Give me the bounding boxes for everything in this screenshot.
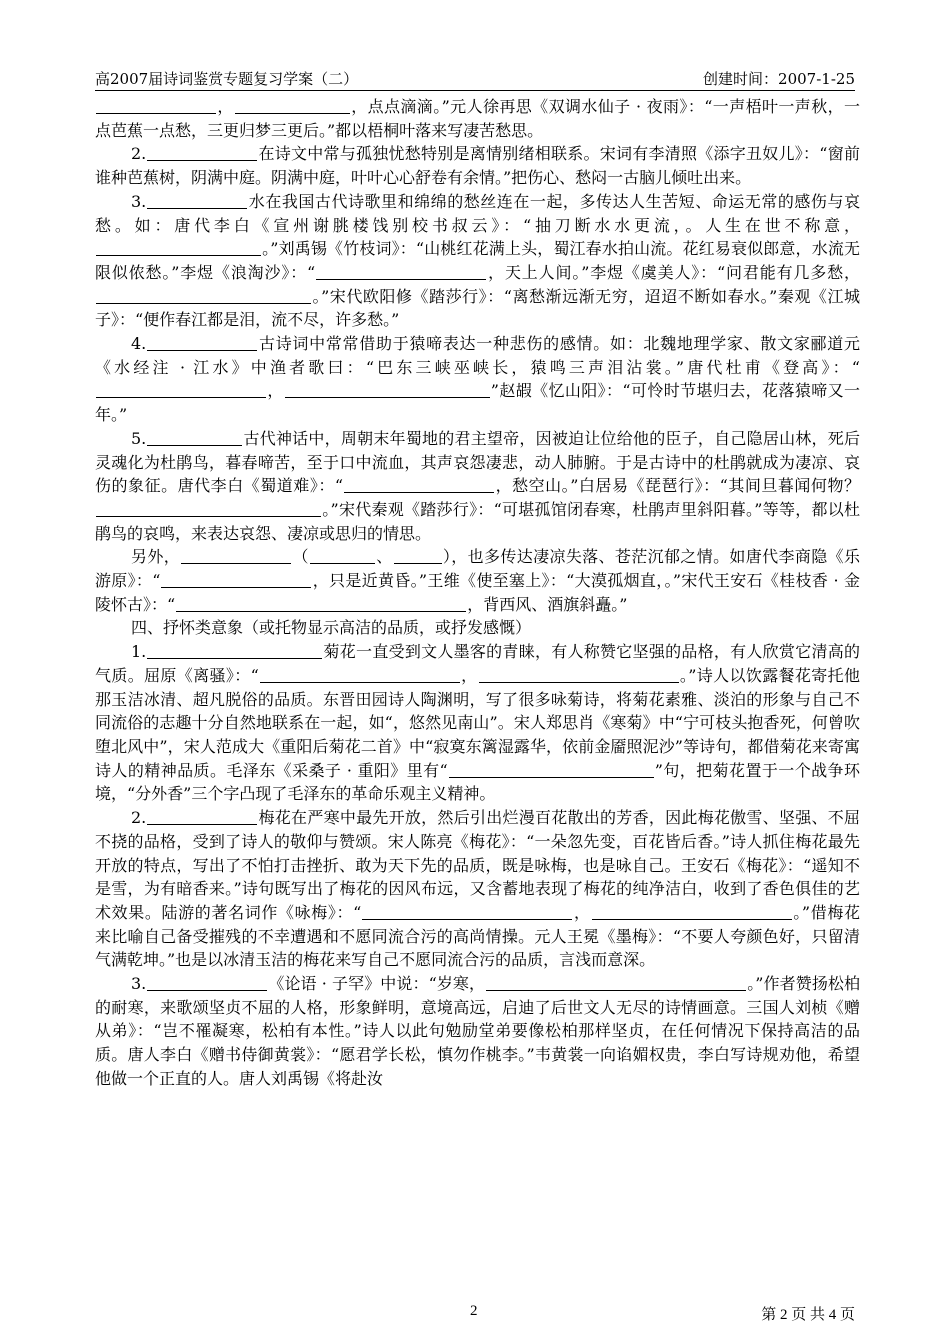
fill-in-blank[interactable] <box>486 974 746 991</box>
fill-in-blank[interactable] <box>394 547 442 564</box>
text-segment: 古诗词中常常借助于猿啼表达一种悲伤的感情。如：北魏地理学家、散文家郦道元《水经注 · 江水》中渔者歌曰：“巴东三峡巫峡长，猿鸣三声泪沾裳。”唐代杜甫《登高》：“ <box>95 334 860 377</box>
text-segment: 3. <box>131 191 147 211</box>
text-segment: 另外， <box>131 547 181 567</box>
document-title: 高2007届诗词鉴赏专题复习学案（二） <box>95 70 359 88</box>
fill-in-blank[interactable] <box>235 97 350 114</box>
fill-in-blank[interactable] <box>316 263 486 280</box>
page-header <box>95 68 855 90</box>
fill-in-blank[interactable] <box>362 903 572 920</box>
text-segment: 、 <box>375 547 393 567</box>
fill-in-blank[interactable] <box>96 500 321 517</box>
paragraph <box>95 640 860 806</box>
text-segment: ， <box>267 381 284 401</box>
text-segment: ， <box>217 97 234 116</box>
paragraph <box>95 545 860 616</box>
text-segment: （ <box>292 547 309 567</box>
paragraph <box>95 806 860 972</box>
fill-in-blank[interactable] <box>161 571 311 588</box>
fill-in-blank[interactable] <box>96 381 266 398</box>
text-segment: 。”刘禹锡《竹枝词》：“山桃红花满上头，蜀江春水拍山流。花红易衰似郎意，水流无限似侬愁。”李煜《浪淘沙》：“ <box>95 239 860 282</box>
fill-in-blank[interactable] <box>147 144 257 161</box>
fill-in-blank[interactable] <box>147 192 247 209</box>
paragraph <box>95 972 860 1091</box>
fill-in-blank[interactable] <box>96 97 216 114</box>
fill-in-blank[interactable] <box>147 808 257 825</box>
paragraph <box>95 616 860 640</box>
fill-in-blank[interactable] <box>147 334 257 351</box>
fill-in-blank[interactable] <box>147 642 322 659</box>
text-segment: ，天上人间。”李煜《虞美人》：“问君能有几多愁， <box>487 262 860 282</box>
text-segment: ，背西风、酒旗斜矗。” <box>467 594 628 614</box>
text-segment: 。”宋代秦观《踏莎行》：“可堪孤馆闭春寒，杜鹃声里斜阳暮。”等等，都以杜鹃鸟的哀鸣，来表达哀怨、凄凉或思归的情思。 <box>95 499 860 543</box>
fill-in-blank[interactable] <box>479 666 679 683</box>
page-number: 2 <box>470 1303 478 1319</box>
text-segment: 。”宋代欧阳修《踏莎行》：“离愁渐远渐无穷，迢迢不断如春水。”秦观《江城子》：“便作春江都是泪，流不尽，许多愁。” <box>95 286 860 330</box>
text-segment: 4. <box>131 334 147 354</box>
creation-date: 创建时间：2007-1-25 <box>703 70 855 88</box>
fill-in-blank[interactable] <box>147 429 242 446</box>
text-segment: ），也多传达凄凉失落、苍茫沉郁之情。如唐代李商隐《乐游原》：“ <box>95 547 860 591</box>
fill-in-blank[interactable] <box>96 239 261 256</box>
text-segment: 。”借梅花来比喻自己备受摧残的不幸遭遇和不愿同流合污的高尚情操。元人王冕《墨梅》：“不要人夸颜色好，只留清气满乾坤。”也是以冰清玉洁的梅花来写自己不愿同流合污的品质，言浅而意深。 <box>95 902 860 970</box>
paragraph <box>95 427 860 546</box>
text-segment: 菊花一直受到文人墨客的青睐，有人称赞它坚强的品格，有人欣赏它清高的气质。屈原《离骚》：“ <box>95 642 860 685</box>
fill-in-blank[interactable] <box>344 476 494 493</box>
paragraph <box>95 95 860 142</box>
text-segment: 在诗文中常与孤独忧愁特别是离情别绪相联系。宋词有李清照《添字丑奴儿》：“窗前谁种芭蕉树，阴满中庭。阴满中庭，叶叶心心舒卷有余情。”把伤心、愁闷一古脑儿倾吐出来。 <box>95 144 860 188</box>
fill-in-blank[interactable] <box>147 974 267 991</box>
text-segment: 3. <box>131 974 147 994</box>
paragraph <box>95 142 860 189</box>
document-body <box>95 95 860 1091</box>
text-segment: ， <box>573 902 591 922</box>
fill-in-blank[interactable] <box>176 595 466 612</box>
text-segment: 《论语 · 子罕》中说：“岁寒， <box>268 974 486 994</box>
text-segment: 2. <box>131 144 147 164</box>
text-segment: 2. <box>131 808 147 828</box>
text-segment: 1. <box>131 642 147 662</box>
page-count: 第 2 页 共 4 页 <box>761 1307 855 1323</box>
text-segment: 。”诗人以饮露餐花寄托他那玉洁冰清、超凡脱俗的品质。东晋田园诗人陶渊明，写了很多咏菊诗，将菊花素雅、淡泊的形象与自己不同流俗的志趣十分自然地联系在一起，如“，悠然见南山”。宋人郑思肖《寒菊》中“宁可枝头抱香死，何曾吹堕北风中”，宋人范成大《重阳后菊花二首》中“寂寞东篱湿露华，依前金靥照泥沙”等诗句，都借菊花来寄寓诗人的精神品质。毛泽东《采桑子 · 重阳》里有“ <box>95 665 860 780</box>
text-segment: ，愁空山。”白居易《琵琶行》：“其间旦暮闻何物？ <box>495 476 860 496</box>
fill-in-blank[interactable] <box>592 903 792 920</box>
text-segment: 5. <box>131 428 147 448</box>
fill-in-blank[interactable] <box>260 666 460 683</box>
paragraph <box>95 190 860 332</box>
text-segment: 。”作者赞扬松柏的耐寒，来歌颂坚贞不屈的人格，形象鲜明，意境高远，启迪了后世文人无尽的诗情画意。三国人刘桢《赠从弟》：“岂不罹凝寒，松柏有本性。”诗人以此句勉励堂弟要像松柏那样坚贞，在任何情况下保持高洁的品质。唐人李白《赠书侍御黄裳》：“愿君学长松，慎勿作桃李。”韦黄裳一向谄媚权贵，李白写诗规劝他，希望他做一个正直的人。唐人刘禹锡《将赴汝 <box>95 974 860 1088</box>
fill-in-blank[interactable] <box>285 381 490 398</box>
text-segment: ”句，把菊花置于一个战争环境，“分外香”三个字凸现了毛泽东的革命乐观主义精神。 <box>95 760 860 804</box>
text-segment: 古代神话中，周朝末年蜀地的君主望帝，因被迫让位给他的臣子，自己隐居山林，死后灵魂化为杜鹃鸟，暮春啼苦，至于口中流血，其声哀怨凄悲，动人肺腑。于是古诗中的杜鹃就成为凄凉、哀伤的象征。唐代李白《蜀道难》：“ <box>95 428 860 496</box>
fill-in-blank[interactable] <box>310 547 375 564</box>
paragraph <box>95 332 860 427</box>
fill-in-blank[interactable] <box>449 761 654 778</box>
text-segment: 梅花在严寒中最先开放，然后引出烂漫百花散出的芳香，因此梅花傲雪、坚强、不屈不挠的品格，受到了诗人的敬仰与赞颂。宋人陈亮《梅花》：“一朵忽先变，百花皆后香。”诗人抓住梅花最先开放的特点，写出了不怕打击挫折、敢为天下先的品质，既是咏梅，也是咏自己。王安石《梅花》：“遥知不是雪，为有暗香来。”诗句既写出了梅花的因风布远，又含蓄地表现了梅花的纯净洁白，收到了香色俱佳的艺术效果。陆游的著名词作《咏梅》：“ <box>95 808 860 922</box>
text-segment: 水在我国古代诗歌里和绵绵的愁丝连在一起，多传达人生苦短、命运无常的感伤与哀愁。如：唐代李白《宣州谢朓楼饯别校书叔云》：“抽刀断水水更流，。人生在世不称意， <box>95 191 860 235</box>
text-segment: ，点点滴滴。”元人徐再思《双调水仙子 · 夜雨》：“一声梧叶一声秋，一点芭蕉一点愁，三更归梦三更后。”都以梧桐叶落来写凄苦愁思。 <box>95 97 860 140</box>
text-segment: ， <box>460 665 478 685</box>
text-segment: ，只是近黄昏。”王维《使至塞上》：“大漠孤烟直，。”宋代王安石《桂枝香 · 金陵怀古》：“ <box>95 571 860 614</box>
header-divider <box>95 90 855 91</box>
fill-in-blank[interactable] <box>96 287 311 304</box>
fill-in-blank[interactable] <box>181 547 291 564</box>
text-segment: 四、抒怀类意象（或托物显示高洁的品质，或抒发感慨） <box>131 618 532 638</box>
text-segment: ”赵嘏《忆山阳》：“可怜时节堪归去，花落猿啼又一年。” <box>95 381 860 425</box>
